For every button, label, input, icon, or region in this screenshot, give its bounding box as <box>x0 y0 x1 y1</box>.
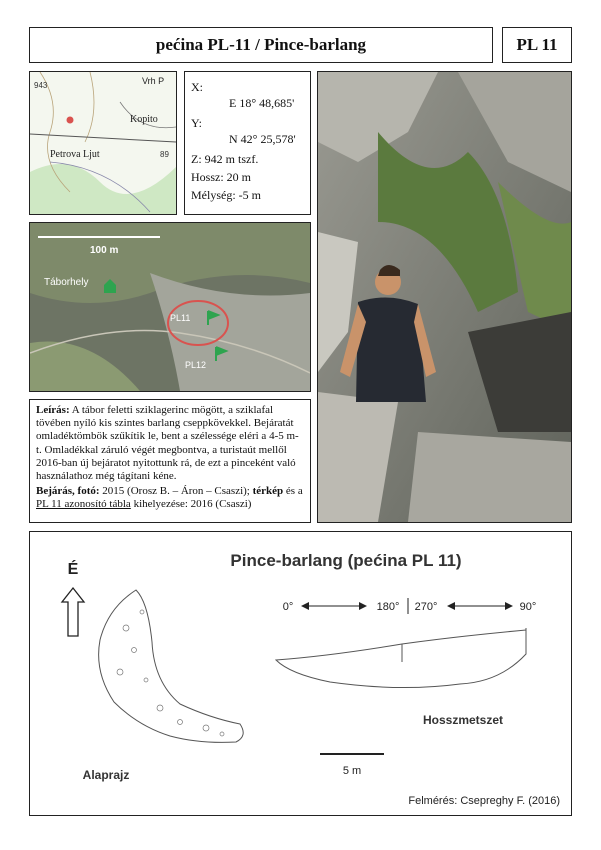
description-paragraph: Leírás: A tábor feletti sziklagerinc mögött, a sziklafal tövében nyíló kis szintes barlang cseppkövekkel. Bejáratát omladéktömbök szűkítik le, bent a szélessége eléri a 4-5 m-t. Omladékkal záruló végét megbontva, a turistaút mellől 2016-ban új bejáratot nyitottunk rá, de ezt a pinceként való használathoz még tágítani kéne. <box>36 404 299 483</box>
depth: Mélység: -5 m <box>191 188 261 202</box>
plan-outline <box>99 590 244 742</box>
deg-90: 90° <box>519 601 537 613</box>
survey-title: Pince-barlang (pećina PL 11) <box>230 551 462 570</box>
description-panel <box>29 399 311 523</box>
survey-graphic <box>30 532 571 815</box>
camp-label: Táborhely <box>44 277 89 288</box>
page-title: pećina PL-11 / Pince-barlang <box>29 27 493 63</box>
length: Hossz: 20 m <box>191 170 251 184</box>
altitude: Z: 942 m tszf. <box>191 152 259 166</box>
x-value: E 18° 48,685' <box>229 96 295 110</box>
deg-180: 180° <box>376 601 400 613</box>
topo-map-graphic <box>30 72 176 214</box>
survey-credit: Felmérés: Csepreghy F. (2016) <box>408 795 560 807</box>
topo-map <box>29 71 177 215</box>
y-value: N 42° 25,578' <box>229 132 296 146</box>
deg-270: 270° <box>414 601 438 613</box>
topo-label-943: 943 <box>34 81 48 90</box>
satellite-graphic <box>30 223 310 391</box>
pl12-label: PL12 <box>185 360 207 370</box>
plan-label: Alaprajz <box>82 768 130 782</box>
satellite-map <box>29 222 311 392</box>
photo-graphic <box>318 72 571 522</box>
x-label: X: <box>191 80 203 94</box>
north-label: É <box>67 561 79 578</box>
section-outline <box>276 630 526 688</box>
cave-location-marker <box>67 117 74 124</box>
scale-label: 100 m <box>90 245 119 256</box>
coordinates-panel <box>184 71 311 215</box>
topo-label-vrh: Vrh P <box>142 76 165 86</box>
survey-panel <box>29 531 572 816</box>
topo-label-kopito: Kopito <box>130 114 158 125</box>
pl11-label: PL11 <box>170 313 191 323</box>
y-label: Y: <box>191 116 202 130</box>
topo-label-petrova: Petrova Ljut <box>50 149 100 160</box>
tabla-link[interactable]: PL 11 azonosító tábla <box>36 498 131 511</box>
section-label: Hosszmetszet <box>422 713 504 727</box>
cave-entrance-photo <box>317 71 572 523</box>
cave-code: PL 11 <box>502 27 572 63</box>
topo-label-89: 89 <box>160 150 169 159</box>
credits-paragraph: Bejárás, fotó: 2015 (Orosz B. – Áron – Csaszi); térkép és a PL 11 azonosító tábla kihelyezése: 2016 (Csaszi) <box>36 485 303 511</box>
deg-0: 0° <box>282 601 294 613</box>
survey-scale-label: 5 m <box>342 765 362 777</box>
north-arrow-icon <box>62 588 84 636</box>
